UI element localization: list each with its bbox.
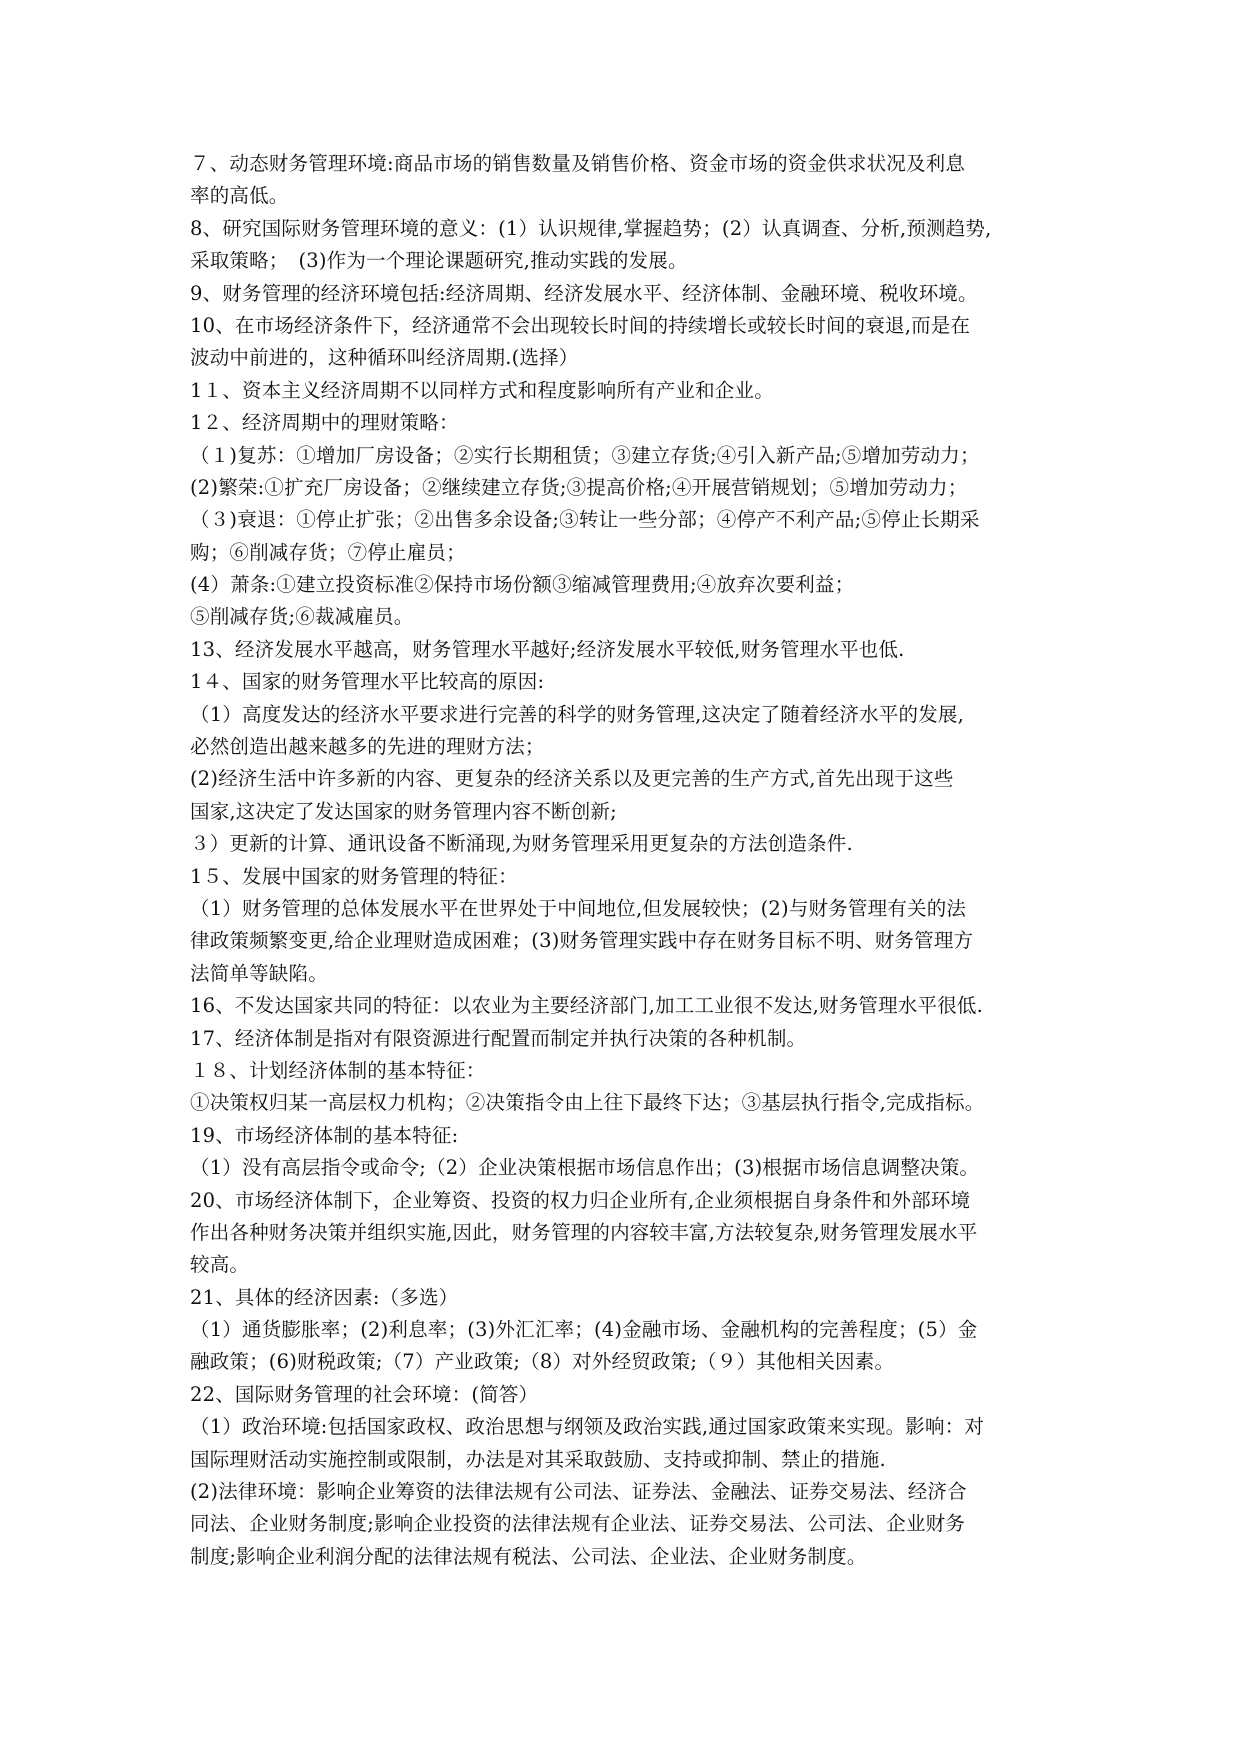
text-line: （1）政治环境:包括国家政权、政治思想与纲领及政治实践,通过国家政策来实现。影响：对 bbox=[190, 1415, 985, 1439]
text-line: (4）萧条:①建立投资标准②保持市场份额③缩减管理费用;④放弃次要利益； bbox=[190, 573, 855, 597]
text-line: 13、经济发展水平越高，财务管理水平越好;经济发展水平较低,财务管理水平也低. bbox=[190, 637, 905, 661]
text-line: ３）更新的计算、通讯设备不断涌现,为财务管理采用更复杂的方法创造条件. bbox=[190, 832, 853, 856]
text-line: 购；⑥削减存货；⑦停止雇员； bbox=[190, 540, 466, 564]
text-line: 8、研究国际财务管理环境的意义：(1）认识规律,掌握趋势；(2）认真调查、分析,预测趋势, bbox=[190, 216, 992, 240]
text-line: 9、财务管理的经济环境包括:经济周期、经济发展水平、经济体制、金融环境、税收环境。 bbox=[190, 281, 978, 305]
text-line: （１)复苏：①增加厂房设备；②实行长期租赁；③建立存货;④引入新产品;⑤增加劳动力； bbox=[190, 443, 980, 467]
text-line: 国家,这决定了发达国家的财务管理内容不断创新; bbox=[190, 799, 617, 823]
document-page bbox=[190, 148, 1050, 1573]
text-line: 10、在市场经济条件下，经济通常不会出现较长时间的持续增长或较长时间的衰退,而是在 bbox=[190, 313, 971, 337]
text-line: 1２、经济周期中的理财策略： bbox=[190, 411, 459, 435]
text-line: 必然创造出越来越多的先进的理财方法； bbox=[190, 735, 545, 759]
text-line: ⑤削减存货;⑥裁减雇员。 bbox=[190, 605, 414, 629]
text-line: 作出各种财务决策并组织实施,因此，财务管理的内容较丰富,方法较复杂,财务管理发展水平 bbox=[190, 1220, 978, 1244]
text-line: １８、计划经济体制的基本特征： bbox=[190, 1058, 486, 1082]
text-line: 1５、发展中国家的财务管理的特征： bbox=[190, 864, 518, 888]
text-line: 16、不发达国家共同的特征：以农业为主要经济部门,加工工业很不发达,财务管理水平很低. bbox=[190, 994, 984, 1018]
text-line: (2)经济生活中许多新的内容、更复杂的经济关系以及更完善的生产方式,首先出现于这些 bbox=[190, 767, 954, 791]
text-line: 律政策频繁变更,给企业理财造成困难；(3)财务管理实践中存在财务目标不明、财务管理方 bbox=[190, 929, 974, 953]
text-line: (2)法律环境：影响企业筹资的法律法规有公司法、证券法、金融法、证券交易法、经济合 bbox=[190, 1480, 967, 1504]
text-line: 21、具体的经济因素:（多选） bbox=[190, 1285, 459, 1309]
text-line: 法简单等缺陷。 bbox=[190, 961, 328, 985]
text-line: 1４、国家的财务管理水平比较高的原因: bbox=[190, 670, 545, 694]
text-line: 采取策略； (3)作为一个理论课题研究,推动实践的发展。 bbox=[190, 249, 688, 273]
text-line: 波动中前进的，这种循环叫经济周期.(选择） bbox=[190, 346, 579, 370]
text-line: 22、国际财务管理的社会环境：(简答） bbox=[190, 1382, 539, 1406]
text-line: 率的高低。 bbox=[190, 184, 289, 208]
text-line: 20、市场经济体制下，企业筹资、投资的权力归企业所有,企业须根据自身条件和外部环境 bbox=[190, 1188, 971, 1212]
text-line: 融政策；(6)财税政策;（7）产业政策;（8）对外经贸政策;（９）其他相关因素。 bbox=[190, 1350, 895, 1374]
text-line: (2)繁荣:①扩充厂房设备；②继续建立存货;③提高价格;④开展营销规划；⑤增加劳动力； bbox=[190, 475, 968, 499]
text-line: 19、市场经济体制的基本特征: bbox=[190, 1123, 459, 1147]
text-line: ①决策权归某一高层权力机构；②决策指令由上往下最终下达；③基层执行指令,完成指标。 bbox=[190, 1091, 985, 1115]
text-line: 制度;影响企业利润分配的法律法规有税法、公司法、企业法、企业财务制度。 bbox=[190, 1544, 867, 1568]
text-line: （1）高度发达的经济水平要求进行完善的科学的财务管理,这决定了随着经济水平的发展, bbox=[190, 702, 965, 726]
text-line: 1１、资本主义经济周期不以同样方式和程度影响所有产业和企业。 bbox=[190, 378, 774, 402]
text-line: 同法、企业财务制度;影响企业投资的法律法规有企业法、证券交易法、公司法、企业财务 bbox=[190, 1512, 966, 1536]
text-line: （1）通货膨胀率；(2)利息率；(3)外汇汇率；(4)金融市场、金融机构的完善程度；(5）金 bbox=[190, 1318, 978, 1342]
text-line: （1）财务管理的总体发展水平在世界处于中间地位,但发展较快；(2)与财务管理有关的法 bbox=[190, 896, 967, 920]
text-line: 17、经济体制是指对有限资源进行配置而制定并执行决策的各种机制。 bbox=[190, 1026, 807, 1050]
text-line: （３)衰退：①停止扩张；②出售多余设备;③转让一些分部；④停产不利产品;⑤停止长期采 bbox=[190, 508, 980, 532]
text-line: ７、动态财务管理环境:商品市场的销售数量及销售价格、资金市场的资金供求状况及利息 bbox=[190, 152, 966, 175]
text-line: 较高。 bbox=[190, 1253, 250, 1277]
text-line: （1）没有高层指令或命令;（2）企业决策根据市场信息作出；(3)根据市场信息调整决策。 bbox=[190, 1156, 980, 1180]
text-line: 国际理财活动实施控制或限制，办法是对其采取鼓励、支持或抑制、禁止的措施. bbox=[190, 1447, 886, 1471]
